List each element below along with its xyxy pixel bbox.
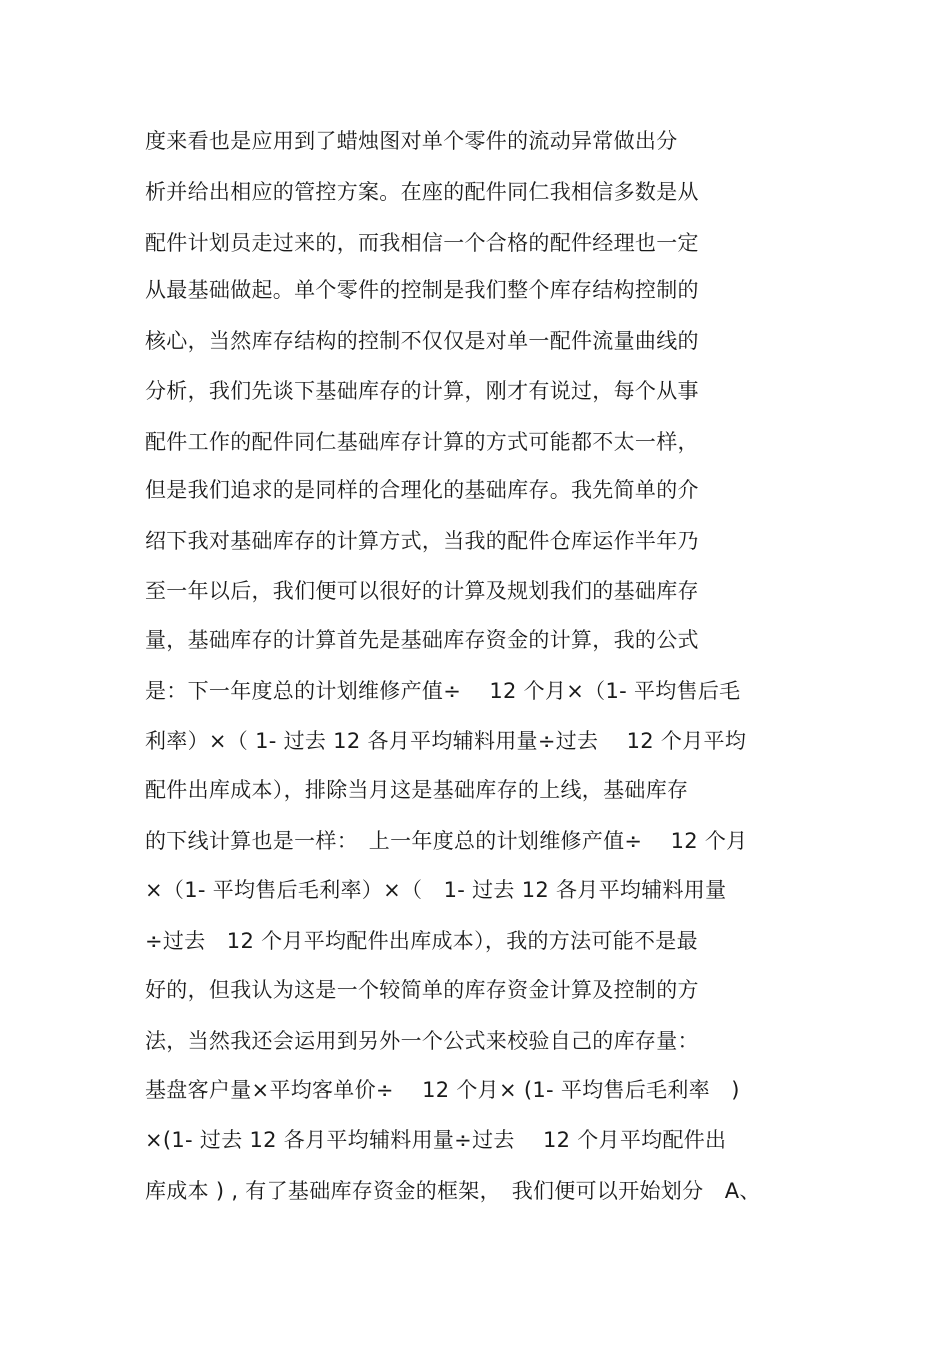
text-line-5: 核心，当然库存结构的控制不仅仅是对单一配件流量曲线的 bbox=[145, 329, 699, 353]
text-line-22: 库成本 ) , 有了基础库存资金的框架， 我们便可以开始划分 A、 bbox=[145, 1179, 761, 1203]
text-line-18: 好的，但我认为这是一个较简单的库存资金计算及控制的方 bbox=[145, 978, 699, 1002]
text-line-8: 但是我们追求的是同样的合理化的基础库存。我先简单的介 bbox=[145, 478, 699, 502]
text-line-14: 配件出库成本），排除当月这是基础库存的上线，基础库存 bbox=[145, 778, 689, 802]
text-line-10: 至一年以后，我们便可以很好的计算及规划我们的基础库存 bbox=[145, 579, 699, 603]
text-line-2: 析并给出相应的管控方案。在座的配件同仁我相信多数是从 bbox=[145, 180, 699, 204]
text-line-1: 度来看也是应用到了蜡烛图对单个零件的流动异常做出分 bbox=[145, 129, 678, 153]
text-line-20: 基盘客户量×平均客单价÷ 12 个月× (1- 平均售后毛利率 ) bbox=[145, 1078, 740, 1102]
text-line-19: 法，当然我还会运用到另外一个公式来校验自己的库存量： bbox=[145, 1029, 699, 1053]
text-line-16: ×（1- 平均售后毛利率）×（ 1- 过去 12 各月平均辅料用量 bbox=[145, 878, 727, 902]
text-line-13: 利率）×（ 1- 过去 12 各月平均辅料用量÷过去 12 个月平均 bbox=[145, 729, 747, 753]
text-line-17: ÷过去 12 个月平均配件出库成本），我的方法可能不是最 bbox=[145, 929, 698, 953]
text-line-12: 是：下一年度总的计划维修产值÷ 12 个月×（1- 平均售后毛 bbox=[145, 679, 741, 703]
text-line-4: 从最基础做起。单个零件的控制是我们整个库存结构控制的 bbox=[145, 278, 699, 302]
text-line-9: 绍下我对基础库存的计算方式，当我的配件仓库运作半年乃 bbox=[145, 529, 699, 553]
text-line-15: 的下线计算也是一样： 上一年度总的计划维修产值÷ 12 个月 bbox=[145, 829, 748, 853]
text-line-11: 量，基础库存的计算首先是基础库存资金的计算，我的公式 bbox=[145, 628, 699, 652]
text-line-7: 配件工作的配件同仁基础库存计算的方式可能都不太一样， bbox=[145, 430, 699, 454]
text-line-6: 分析，我们先谈下基础库存的计算，刚才有说过，每个从事 bbox=[145, 379, 699, 403]
text-line-3: 配件计划员走过来的，而我相信一个合格的配件经理也一定 bbox=[145, 231, 699, 255]
text-line-21: ×(1- 过去 12 各月平均辅料用量÷过去 12 个月平均配件出 bbox=[145, 1128, 727, 1152]
